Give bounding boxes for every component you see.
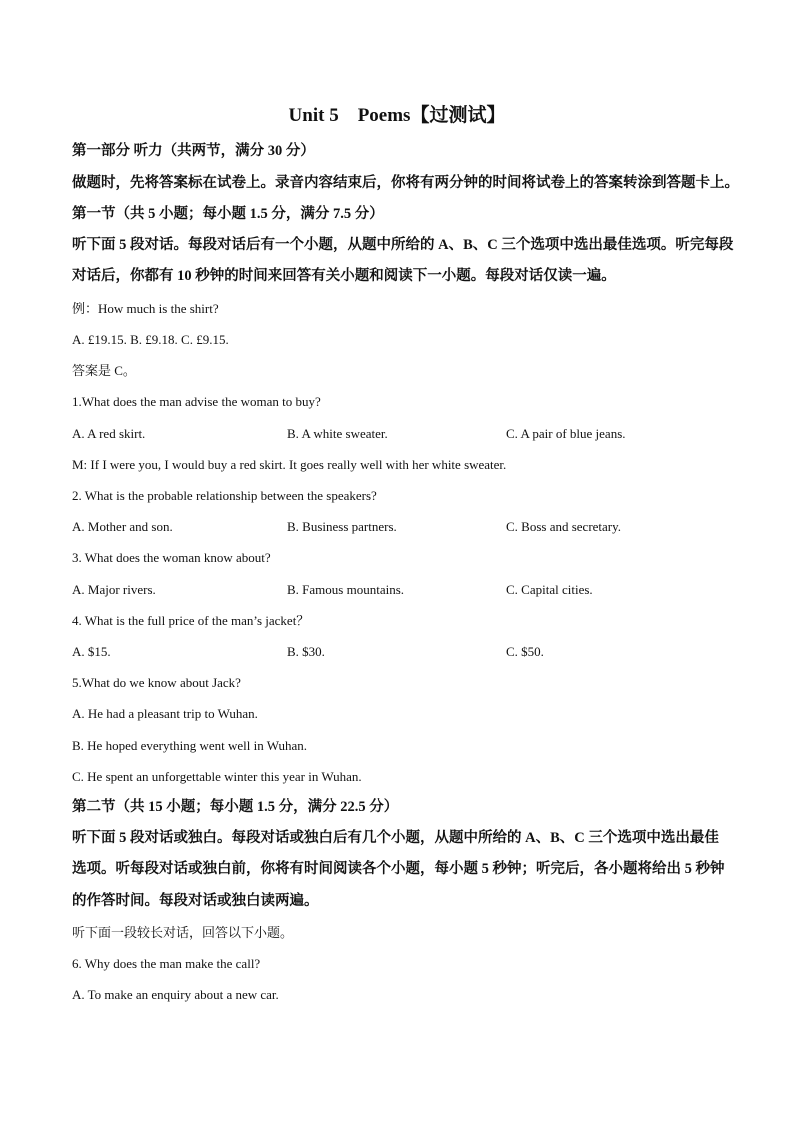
question-6-option-a: A. To make an enquiry about a new car. bbox=[72, 987, 279, 1002]
question-1-option-b: B. A white sweater. bbox=[287, 426, 388, 441]
question-5-option-a: A. He had a pleasant trip to Wuhan. bbox=[72, 706, 258, 721]
question-1-option-a: A. A red skirt. bbox=[72, 426, 146, 441]
part1-heading: 第一部分 听力（共两节，满分 30 分） bbox=[72, 143, 315, 159]
question-2: 2. What is the probable relationship between the speakers? bbox=[72, 488, 377, 503]
question-1-option-c: C. A pair of blue jeans. bbox=[506, 426, 626, 441]
question-3-option-b: B. Famous mountains. bbox=[287, 582, 405, 597]
question-3-option-c: C. Capital cities. bbox=[506, 582, 593, 597]
question-2-option-c: C. Boss and secretary. bbox=[506, 519, 622, 534]
part1-instruction: 做题时，先将答案标在试卷上。录音内容结束后，你将有两分钟的时间将试卷上的答案转涂到答题卡上。 bbox=[72, 175, 739, 191]
section2-instruction-line2: 选项。听每段对话或独白前，你将有时间阅读各个小题，每小题 5 秒钟；听完后，各小题将给出 5 秒钟 bbox=[72, 861, 725, 877]
section1-heading: 第一节（共 5 小题；每小题 1.5 分，满分 7.5 分） bbox=[72, 206, 384, 222]
section2-heading: 第二节（共 15 小题；每小题 1.5 分，满分 22.5 分） bbox=[72, 799, 399, 815]
section1-instruction-line1: 听下面 5 段对话。每段对话后有一个小题，从题中所给的 A、B、C 三个选项中选出最佳选项。听完每段 bbox=[72, 237, 734, 253]
question-1: 1.What does the man advise the woman to buy? bbox=[72, 394, 321, 409]
question-3-option-a: A. Major rivers. bbox=[72, 582, 156, 597]
question-6: 6. Why does the man make the call? bbox=[72, 956, 261, 971]
question-5-option-c: C. He spent an unforgettable winter this year in Wuhan. bbox=[72, 769, 362, 784]
example-question: 例：How much is the shirt? bbox=[72, 301, 219, 316]
question-4-option-b: B. $30. bbox=[287, 644, 325, 659]
long-dialogue-intro: 听下面一段较长对话，回答以下小题。 bbox=[72, 925, 294, 940]
section1-instruction-line2: 对话后，你都有 10 秒钟的时间来回答有关小题和阅读下一小题。每段对话仅读一遍。 bbox=[72, 268, 616, 284]
question-2-option-a: A. Mother and son. bbox=[72, 519, 173, 534]
section2-instruction-line1: 听下面 5 段对话或独白。每段对话或独白后有几个小题，从题中所给的 A、B、C 三个选项中选出最佳 bbox=[72, 830, 719, 846]
example-answer: 答案是 C。 bbox=[72, 363, 136, 378]
question-5: 5.What do we know about Jack? bbox=[72, 675, 241, 690]
question-4: 4. What is the full price of the man’s jacket？ bbox=[72, 613, 310, 628]
question-4-option-a: A. $15. bbox=[72, 644, 111, 659]
example-options: A. £19.15. B. £9.18. C. £9.15. bbox=[72, 332, 229, 347]
question-3: 3. What does the woman know about? bbox=[72, 550, 271, 565]
section2-instruction-line3: 的作答时间。每段对话或独白读两遍。 bbox=[72, 893, 319, 909]
question-2-option-b: B. Business partners. bbox=[287, 519, 397, 534]
question-4-option-c: C. $50. bbox=[506, 644, 544, 659]
document-title: Unit 5 Poems【过测试】 bbox=[288, 105, 506, 126]
question-5-option-b: B. He hoped everything went well in Wuhan. bbox=[72, 738, 307, 753]
question-1-transcript: M: If I were you, I would buy a red skirt. It goes really well with her white sweater. bbox=[72, 457, 507, 472]
